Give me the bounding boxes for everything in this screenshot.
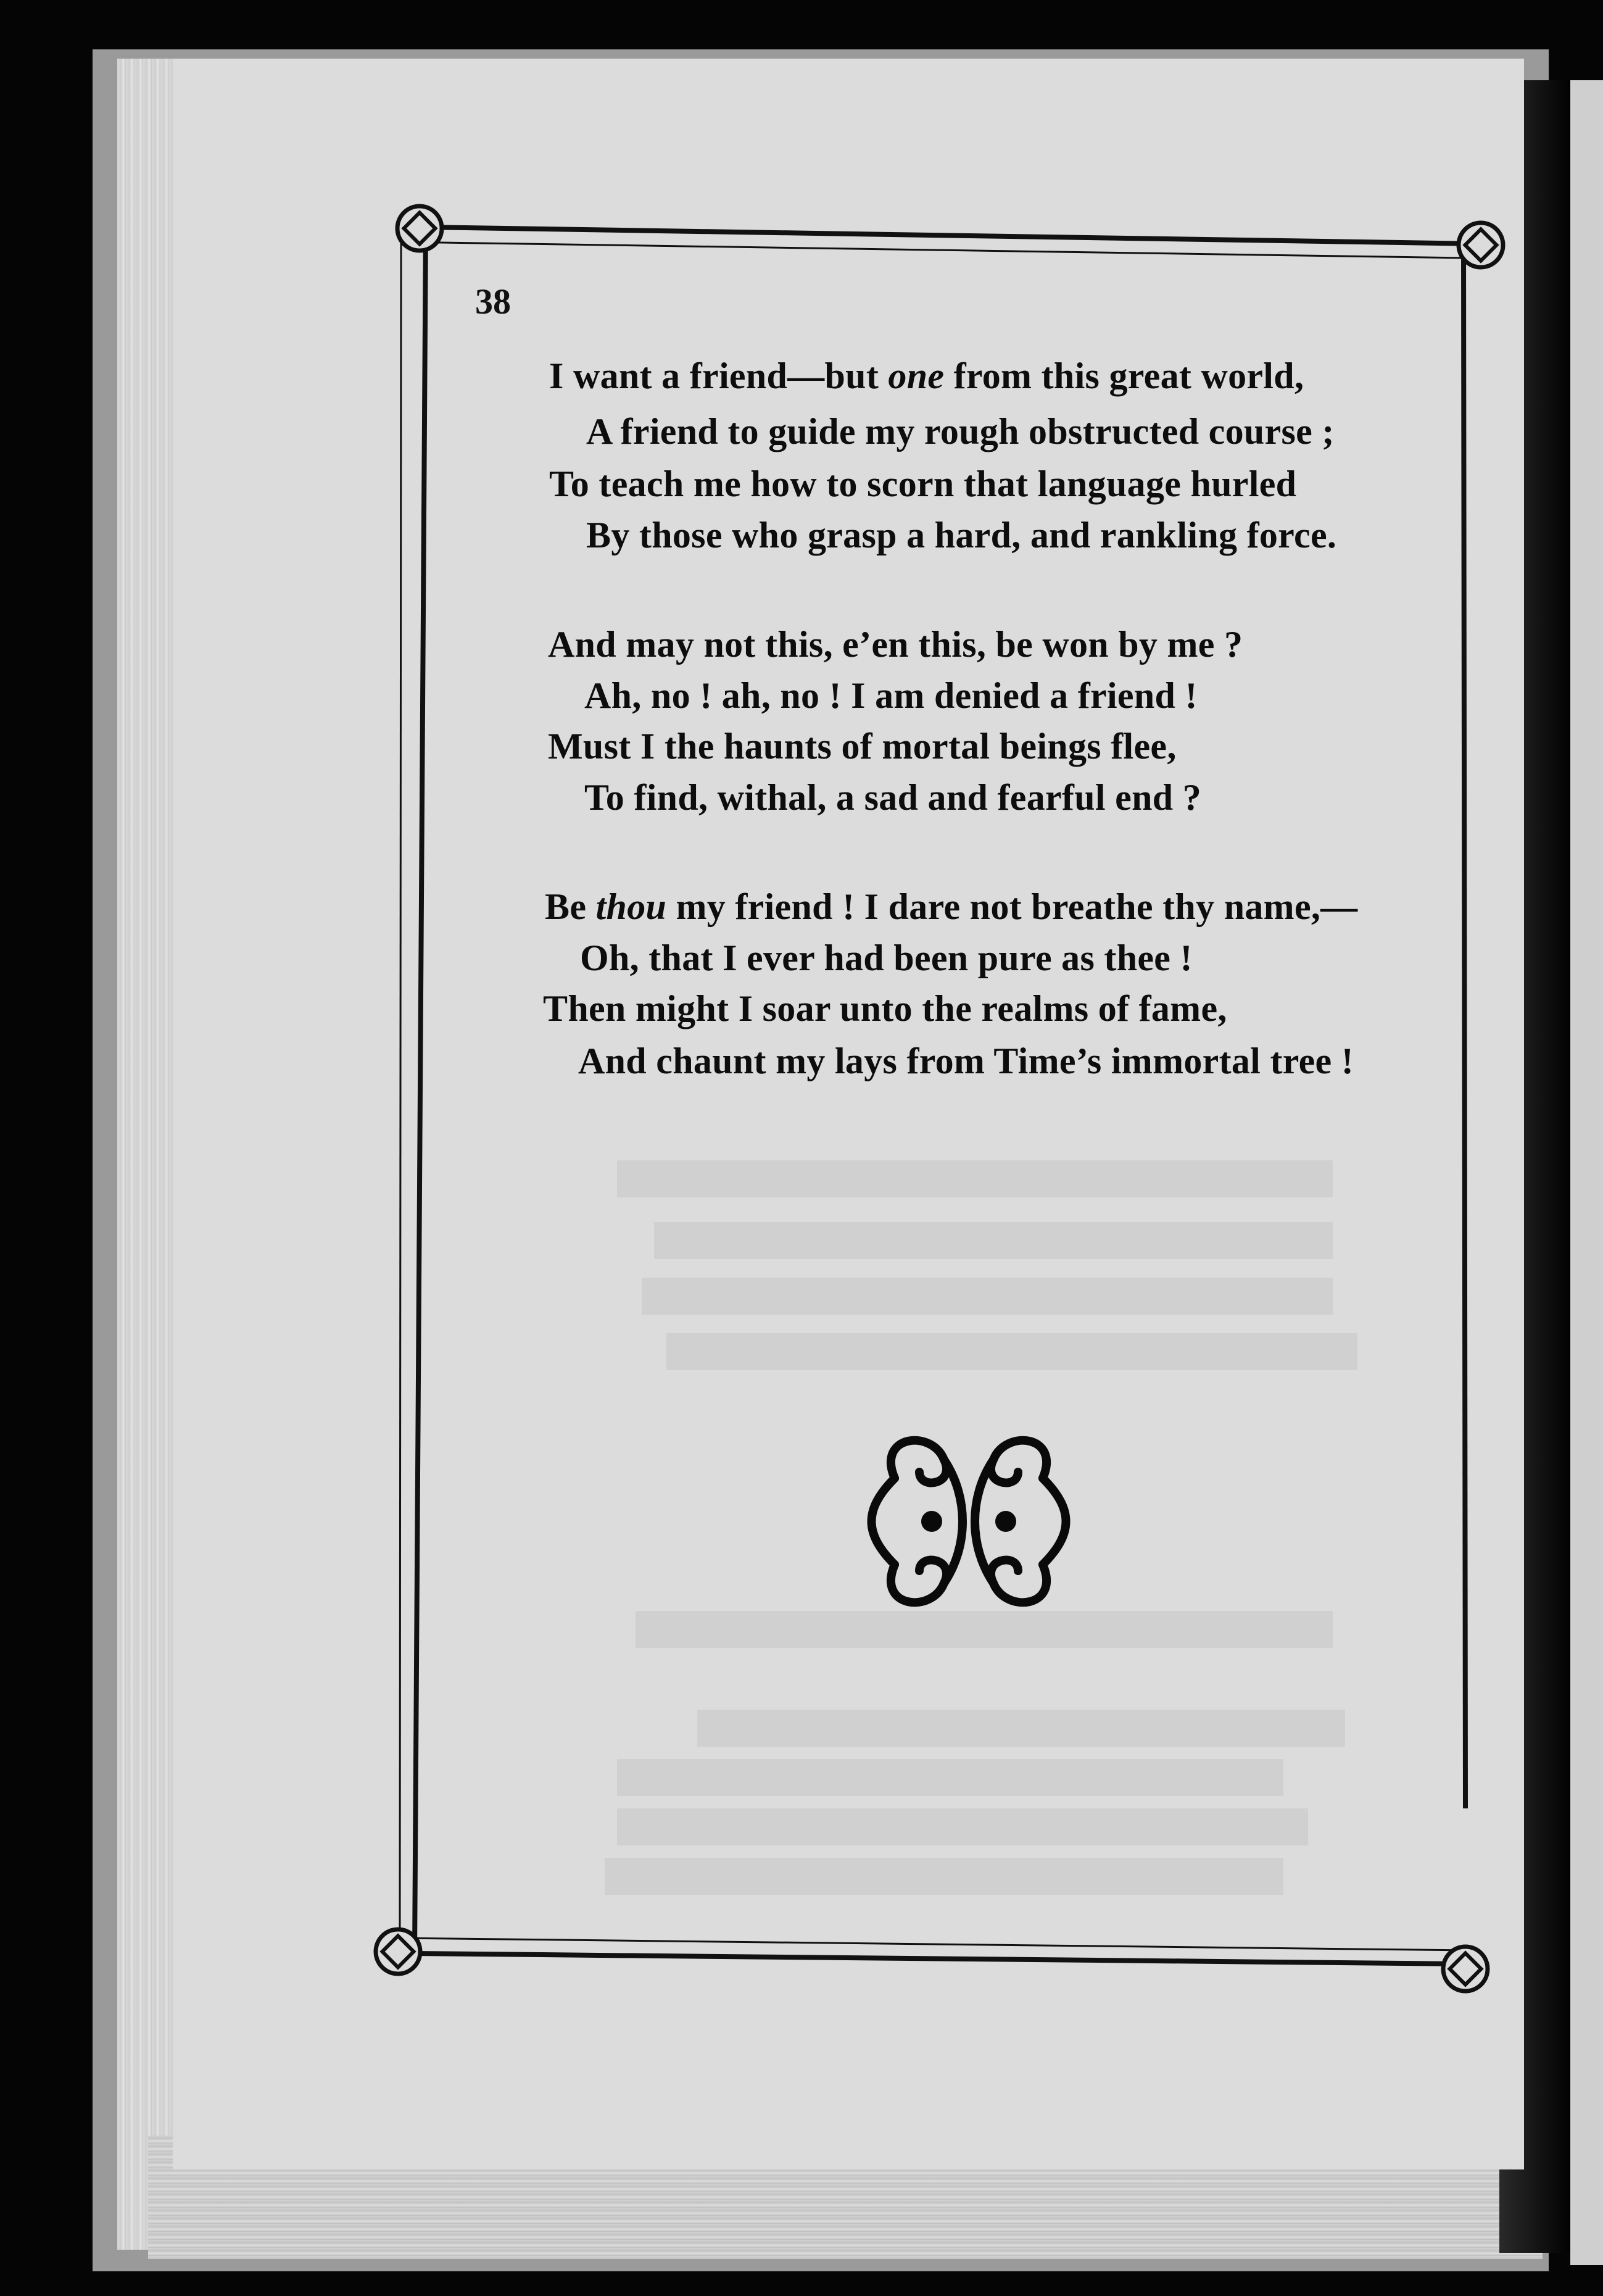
verse-line: Ah, no ! ah, no ! I am denied a friend ! bbox=[584, 675, 1198, 716]
verse-line: Be thou my friend ! I dare not breathe thy name,— bbox=[545, 886, 1358, 927]
page-number: 38 bbox=[475, 281, 511, 322]
verse-line: I want a friend—but one from this great world, bbox=[549, 356, 1304, 396]
verse-line: Then might I soar unto the realms of fame, bbox=[543, 988, 1227, 1029]
fleuron-ornament-icon bbox=[872, 1441, 1066, 1603]
verse-line: Must I the haunts of mortal beings flee, bbox=[548, 726, 1177, 767]
verse-line: By those who grasp a hard, and rankling force. bbox=[586, 515, 1337, 555]
verse-line: To find, withal, a sad and fearful end ? bbox=[584, 777, 1202, 818]
verse-line: And chaunt my lays from Time’s immortal tree ! bbox=[578, 1041, 1354, 1081]
verse-line: And may not this, e’en this, be won by me ? bbox=[548, 624, 1243, 665]
verse-line: To teach me how to scorn that language hurled bbox=[549, 464, 1297, 504]
verse-line: Oh, that I ever had been pure as thee ! bbox=[580, 938, 1193, 978]
verse-line: A friend to guide my rough obstructed course ; bbox=[586, 411, 1335, 452]
